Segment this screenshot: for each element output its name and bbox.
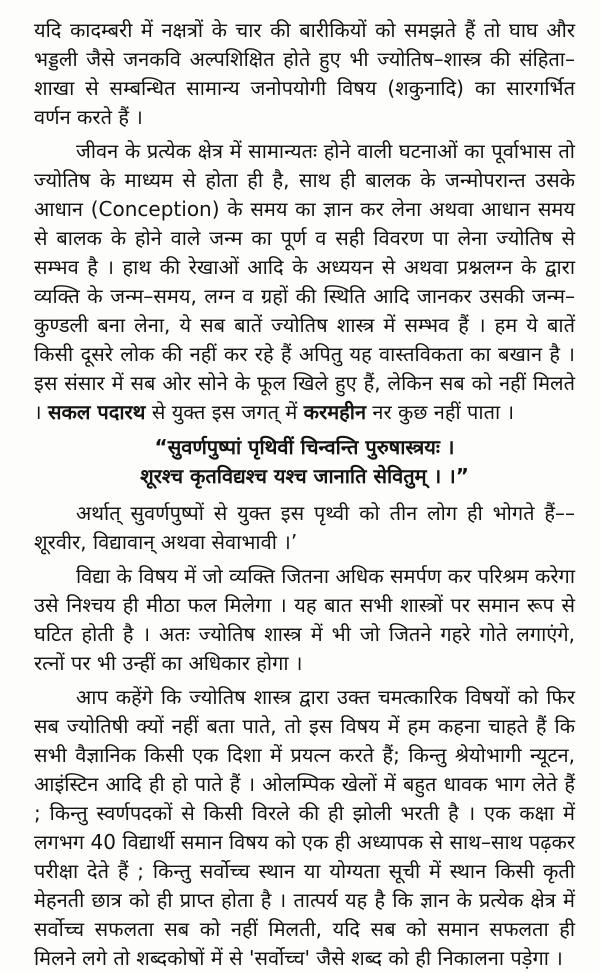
verse-line-2: शूरश्च कृतविद्यश्च यश्च जानाति सेवितुम् । ।”: [140, 464, 469, 488]
bold-phrase-karamheen: करमहीन: [303, 400, 367, 424]
paragraph-3: अर्थात् सुवर्णपुष्पों से युक्त इस पृथ्वी को तीन लोग ही भोगते हैं––शूरवीर, विद्यावान् अथवा सेवाभावी ।’: [34, 501, 575, 554]
sanskrit-verse: [34, 433, 575, 491]
bold-phrase-sakal-padarath: सकल पदारथ: [47, 400, 146, 424]
paragraph-2-text-2: से युक्त इस जगत् में: [145, 400, 304, 424]
paragraph-2-text-3: नर कुछ नहीं पाता ।: [366, 400, 515, 424]
paragraph-2: [34, 137, 575, 427]
paragraph-2-text-1: जीवन के प्रत्येक क्षेत्र में सामान्यतः होने वाली घटनाओं का पूर्वाभास तो ज्योतिष के माध्यम से होता ही है, साथ ही बालक के जन्मोपरान्त उसके आधान (Conception) के समय का ज्ञान कर लेना अथवा आधान समय से बालक के होने वाले जन्म का पूर्ण व सही विवरण पा लेना ज्योतिष से सम्भव है । हाथ की रेखाओं आदि के अध्ययन से अथवा प्रश्नलग्न के द्वारा व्यक्ति के जन्म–समय, लग्न व ग्रहों की स्थिति आदि जानकर उसकी जन्म–कुण्डली बना लेना, ये सब बातें ज्योतिष शास्त्र में सम्भव हैं । हम ये बातें किसी दूसरे लोक की नहीं कर रहे हैं अपितु यह वास्तविकता का बखान है । इस संसार में सब ओर सोने के फूल खिले हुए हैं, लेकिन सब को नहीं मिलते ।: [34, 139, 575, 424]
paragraph-5: आप कहेंगे कि ज्योतिष शास्त्र द्वारा उक्त चमत्कारिक विषयों को फिर सब ज्योतिषी क्यों नहीं बता पाते, तो इस विषय में हम कहना चाहते हैं कि सभी वैज्ञानिक किसी एक दिशा में प्रयत्न करते हैं; किन्तु श्रेयोभागी न्यूटन, आइंस्टिन आदि ही हो पाते हैं । ओलम्पिक खेलों में बहुत धावक भाग लेते हैं ; किन्तु स्वर्णपदकों से किसी विरले की ही झोली भरती है । एक कक्षा में लगभग 40 विद्यार्थी समान विषय को एक ही अध्यापक से साथ–साथ पढ़कर परीक्षा देते हैं ; किन्तु सर्वोच्च स्थान या योग्यता सूची में स्थान किसी कृती मेहनती छात्र को ही प्राप्त होता है । तात्पर्य यह है कि ज्ञान के प्रत्येक क्षेत्र में सर्वोच्च सफलता सब को नहीं मिलती, यदि सब को समान सफलता ही मिलने लगे तो शब्दकोषों में से 'सर्वोच्च' जैसे शब्द को ही निकालना पड़ेगा ।: [34, 685, 575, 970]
verse-line-1: “सुवर्णपुष्पां पृथिवीं चिन्वन्ति पुरुषास्त्रयः ।: [154, 435, 455, 459]
paragraph-1: यदि कादम्बरी में नक्षत्रों के चार की बारीकियों को समझते हैं तो घाघ और भड्डली जैसे जनकवि अल्पशिक्षित होते हुए भी ज्योतिष–शास्त्र की संहिता–शाखा से सम्बन्धित सामान्य जनोपयोगी विषय (शकुनादि) का सारगर्भित वर्णन करते हैं ।: [34, 18, 575, 129]
paragraph-4: विद्या के विषय में जो व्यक्ति जितना अधिक समर्पण कर परिश्रम करेगा उसे निश्चय ही मीठा फल मिलेगा । यह बात सभी शास्त्रों पर समान रूप से घटित होती है । अतः ज्योतिष शास्त्र में भी जो जितने गहरे गोते लगाएंगे, रत्नों पर भी उन्हीं का अधिकार होगा ।: [34, 564, 575, 675]
